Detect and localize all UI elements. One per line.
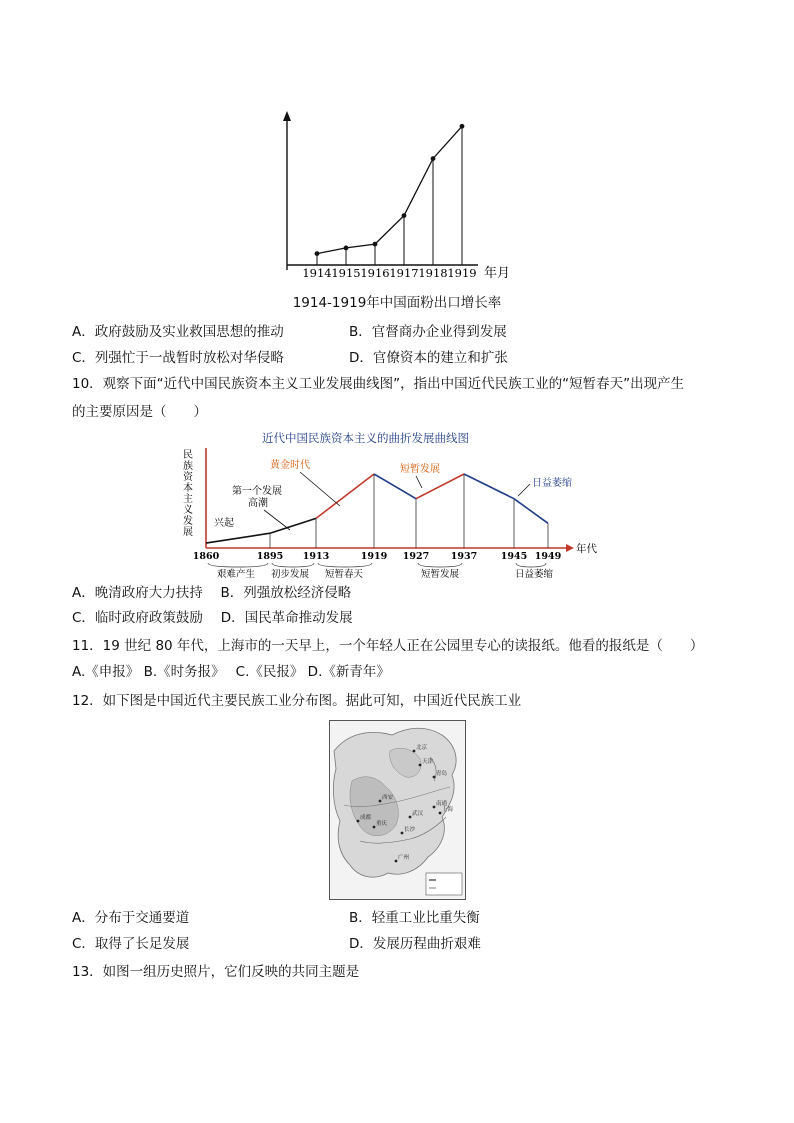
chart2-period-label: 初步发展: [270, 569, 310, 578]
industry-distribution-map: [329, 720, 466, 900]
chart1-point: [402, 213, 407, 218]
chart1-tick-label: 1917: [389, 266, 419, 280]
map-city-dot: [433, 776, 436, 779]
q12-option-b[interactable]: B．轻重工业比重失衡: [349, 910, 480, 926]
map-city-dot: [357, 820, 360, 823]
chart2-period-bracket: [516, 563, 546, 567]
chart2-segment: [416, 474, 464, 499]
map-city-dot: [433, 806, 436, 809]
map-city-dot: [409, 816, 412, 819]
q12-option-a[interactable]: A．分布于交通要道: [72, 910, 190, 926]
anno-short-dev: 短暂发展: [400, 464, 440, 475]
q11-options[interactable]: A.《申报》 B.《时务报》 C.《民报》 D.《新青年》: [72, 664, 390, 680]
map-city-dot: [413, 750, 416, 753]
chart1-point: [460, 124, 465, 129]
chart2-ylabel-char: 主: [183, 494, 193, 505]
chart2-tick-label: 1913: [302, 551, 330, 562]
map-city-dot: [439, 812, 442, 815]
chart2-segment: [514, 499, 548, 524]
chart2-segment: [464, 474, 514, 499]
chart1-point: [344, 246, 349, 251]
anno-first-peak-1: 第一个发展: [232, 486, 282, 497]
map-city-label: 广州: [398, 855, 410, 861]
chart2-period-bracket: [272, 563, 314, 567]
chart1-series-line: [317, 126, 462, 253]
q10-options-line1[interactable]: A．晚清政府大力扶持 B．列强放松经济侵略: [72, 585, 352, 601]
chart1-point: [431, 156, 436, 161]
q12-stem: 12．如下图是中国近代主要民族工业分布图。据此可知，中国近代民族工业: [72, 693, 522, 709]
anno-shrink: 日益萎缩: [532, 478, 572, 489]
chart2-ylabel-char: 展: [183, 527, 193, 538]
chart2-period-bracket: [208, 563, 268, 567]
chart2-tick-label: 1860: [192, 551, 220, 562]
q9-option-c[interactable]: C．列强忙于一战暂时放松对华侵略: [72, 350, 284, 366]
chart2-period-label: 短暂发展: [420, 569, 460, 578]
national-capital-development-chart: [178, 426, 618, 578]
chart1-xlabel: 年月: [484, 266, 511, 281]
chart2-tick-label: 1949: [534, 551, 562, 562]
chart2-segment: [374, 474, 416, 499]
chart2-period-label: 艰难产生: [216, 569, 256, 578]
chart2-title: 近代中国民族资本主义的曲折发展曲线图: [262, 431, 469, 445]
map-city-label: 天津: [422, 759, 434, 765]
chart2-ylabel: [183, 449, 194, 538]
anno-golden-age: 黄金时代: [270, 460, 310, 471]
map-city-label: 武汉: [412, 811, 424, 817]
chart1-axes: [283, 111, 478, 270]
chart2-ylabel-char: 资: [183, 472, 193, 483]
chart2-segment: [270, 518, 316, 533]
chart2-segment: [316, 474, 374, 518]
chart2-tick-label: 1919: [360, 551, 388, 562]
chart2-period-bracket: [318, 563, 372, 567]
map-city-label: 北京: [416, 745, 428, 751]
chart1-point: [373, 242, 378, 247]
chart2-tick-label: 1927: [402, 551, 430, 562]
anno-first-peak-2: 高潮: [248, 498, 268, 509]
map-city-label: 南通: [436, 801, 448, 807]
q12-option-d[interactable]: D．发展历程曲折艰难: [349, 936, 481, 952]
chart2-segment: [206, 533, 270, 543]
chart2-ylabel-char: 义: [183, 505, 193, 516]
q10-stem-line2: 的主要原因是（ ）: [72, 404, 207, 420]
q10-options-line2[interactable]: C．临时政府政策鼓励 D．国民革命推动发展: [72, 610, 353, 626]
q9-option-a[interactable]: A．政府鼓励及实业救国思想的推动: [72, 324, 284, 340]
chart1-tick-label: 1918: [418, 266, 448, 280]
chart2-ylabel-char: 民: [183, 450, 193, 461]
chart1-tick-label: 1914: [302, 266, 332, 280]
map-city-label: 上海: [442, 807, 454, 813]
q12-option-c[interactable]: C．取得了长足发展: [72, 936, 190, 952]
map-city-label: 西安: [382, 795, 394, 801]
chart2-period-label: 短暂春天: [324, 569, 364, 578]
flour-export-chart: [270, 105, 530, 290]
chart1-point: [315, 251, 320, 256]
chart2-period-label: 日益萎缩: [514, 569, 554, 578]
map-city-dot: [401, 832, 404, 835]
map-city-dot: [395, 860, 398, 863]
chart2-xlabel: 年代: [576, 543, 597, 555]
map-city-label: 重庆: [376, 821, 388, 827]
map-city-dot: [419, 764, 422, 767]
q9-option-d[interactable]: D．官僚资本的建立和扩张: [349, 350, 508, 366]
chart2-ylabel-char: 发: [183, 516, 193, 527]
chart2-tick-label: 1945: [500, 551, 528, 562]
q13-stem: 13．如图一组历史照片，它们反映的共同主题是: [72, 964, 360, 980]
chart2-tick-label: 1895: [256, 551, 284, 562]
map-city-dot: [373, 826, 376, 829]
chart1-tick-label: 1916: [360, 266, 390, 280]
anno-rise: 兴起: [214, 518, 234, 529]
chart2-periods: [208, 563, 553, 578]
q10-stem-line1: 10．观察下面“近代中国民族资本主义工业发展曲线图”，指出中国近代民族工业的“短暂春天”出现产生: [72, 376, 685, 392]
q9-option-b[interactable]: B．官督商办企业得到发展: [349, 324, 507, 340]
map-city-label: 长沙: [404, 827, 416, 833]
chart2-ylabel-char: 族: [183, 461, 193, 472]
map-city-dot: [379, 800, 382, 803]
chart2-tick-label: 1937: [450, 551, 478, 562]
q11-stem: 11．19 世纪 80 年代，上海市的一天早上，一个年轻人正在公园里专心的读报纸。他看的报纸是（ ）: [72, 638, 704, 654]
chart1-tick-label: 1915: [331, 266, 361, 280]
map-city-label: 青岛: [436, 771, 448, 777]
chart1-tick-label: 1919: [447, 266, 477, 280]
map-city-label: 成都: [360, 815, 372, 821]
chart1-caption: 1914-1919年中国面粉出口增长率: [292, 295, 502, 311]
chart2-period-bracket: [418, 563, 462, 567]
chart2-ylabel-char: 本: [183, 483, 193, 494]
